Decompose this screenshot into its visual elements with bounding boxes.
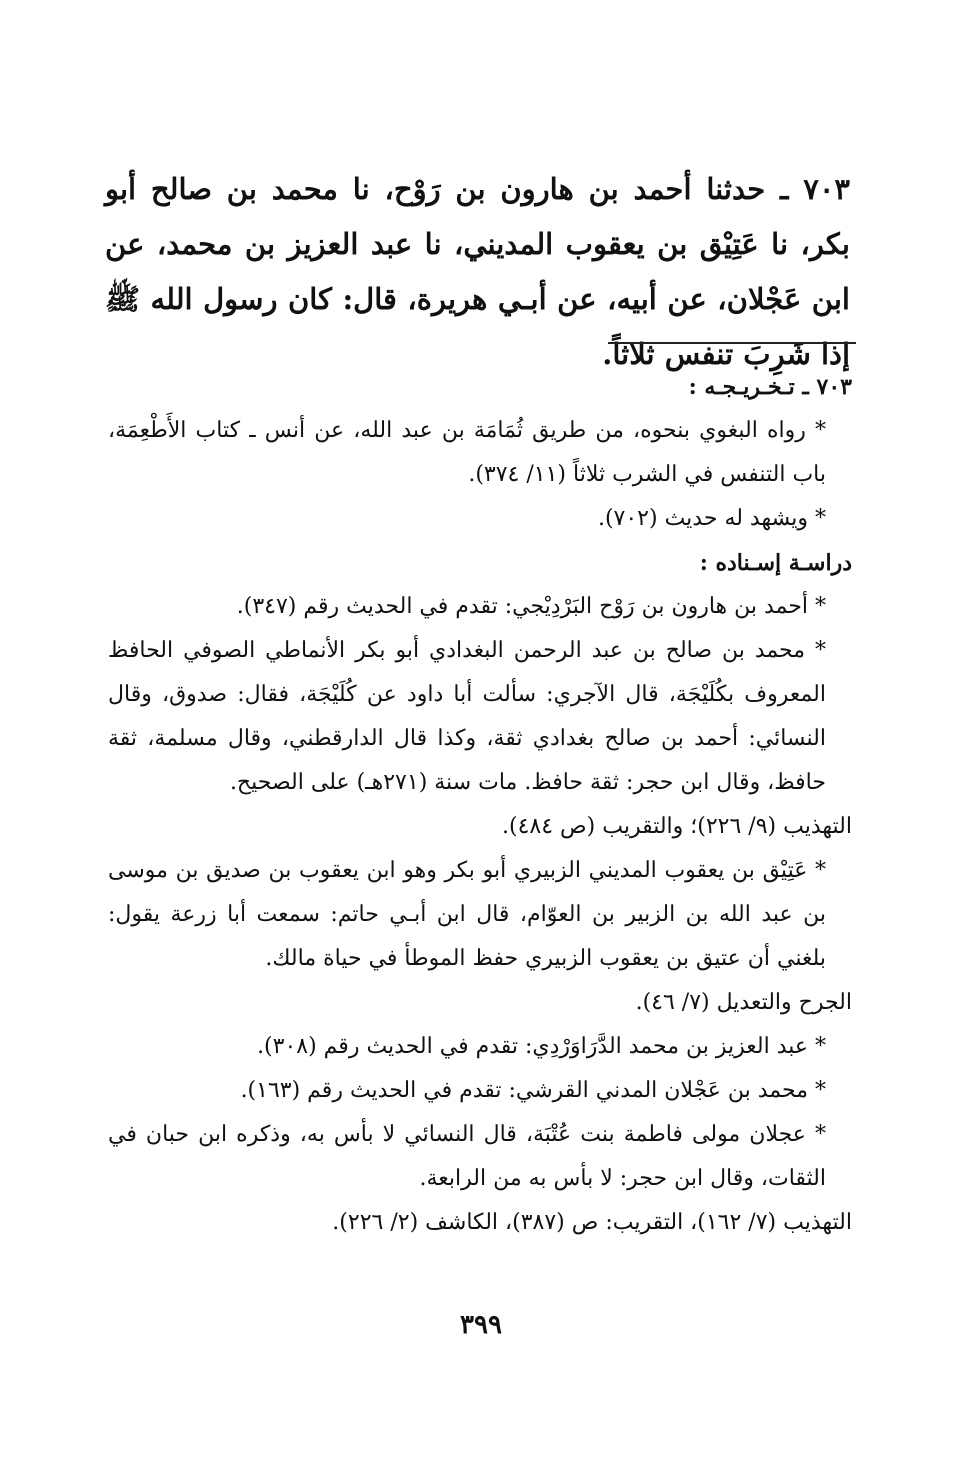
narrator-ahmad-bin-harun: * أحمد بن هارون بن رَوْح البَرْدِيْجي: تقدم في الحديث رقم (٣٤٧).: [236, 594, 826, 619]
takhrij-heading: ٧٠٣ ـ تـخـريـجـه :: [688, 374, 852, 400]
reference-jarh-tadil: الجرح والتعديل (٧/ ٤٦).: [635, 990, 852, 1015]
narrator-ajlan: * عجلان مولى فاطمة بنت عُتْبَة، قال النسائي لا بأس به، وذكره ابن حبان في الثقات، وقال ابن حجر: لا بأس به من الرابعة.: [108, 1122, 826, 1191]
narrator-abd-al-aziz: * عبد العزيز بن محمد الدَّرَاوَرْدِي: تقدم في الحديث رقم (٣٠٨).: [257, 1034, 826, 1059]
narrator-atiq-bin-yaqub: * عَتِيْق بن يعقوب المديني الزبيري أبو بكر وهو ابن يعقوب بن صديق بن موسى بن عبد الله بن الزبير بن العوّام، قال ابن أبـي حاتم: سمعت أبا زرعة يقول: بلغني أن عتيق بن يعقوب الزبيري حفظ الموطأ في حياة مالك.: [108, 858, 826, 971]
narrator-muhammad-bin-ajlan: * محمد بن عَجْلان المدني القرشي: تقدم في الحديث رقم (١٦٣).: [240, 1078, 826, 1103]
reference-tahdhib-1: التهذيب (٩/ ٢٢٦)؛ والتقريب (ص ٤٨٤).: [502, 814, 852, 839]
hadith-number: ٧٠٣ ـ: [779, 172, 850, 206]
hadith-text-block: [105, 162, 850, 382]
hadith-body: حدثنا أحمد بن هارون بن رَوْح، نا محمد بن صالح أبو بكر، نا عَتِيْق بن يعقوب المديني، نا عبد العزيز بن محمد، عن ابن عَجْلان، عن أبيه، عن أبـي هريرة، قال: كان رسول الله ﷺ إذا شَرِبَ تنفس ثلاثاً.: [105, 172, 850, 371]
narrator-muhammad-bin-salih: * محمد بن صالح بن عبد الرحمن البغدادي أبو بكر الأنماطي الصوفي الحافظ المعروف بكُلَيْجَة، قال الآجري: سألت أبا داود عن كُلَيْجَة، فقال: صدوق، وقال النسائي: أحمد بن صالح بغدادي ثقة، وكذا قال الدارقطني، وقال مسلمة، ثقة حافظ، وقال ابن حجر: ثقة حافظ. مات سنة (٢٧١هـ) على الصحيح.: [108, 638, 826, 795]
isnad-study-heading: دراسـة إسـناده :: [699, 550, 852, 576]
page-number: ٣٩٩: [460, 1310, 502, 1340]
note-shahid: * ويشهد له حديث (٧٠٢).: [597, 506, 826, 531]
footnote-separator: [608, 342, 856, 344]
footnotes-block: [108, 365, 852, 1245]
reference-tahdhib-2: التهذيب (٧/ ١٦٢)، التقريب: ص (٣٨٧)، الكاشف (٢/ ٢٢٦).: [332, 1210, 852, 1235]
note-takhrij-source: * رواه البغوي بنحوه، من طريق ثُمَامَة بن عبد الله، عن أنس ـ كتاب الأَطْعِمَة، باب التنفس في الشرب ثلاثاً (١١/ ٣٧٤).: [108, 418, 826, 487]
